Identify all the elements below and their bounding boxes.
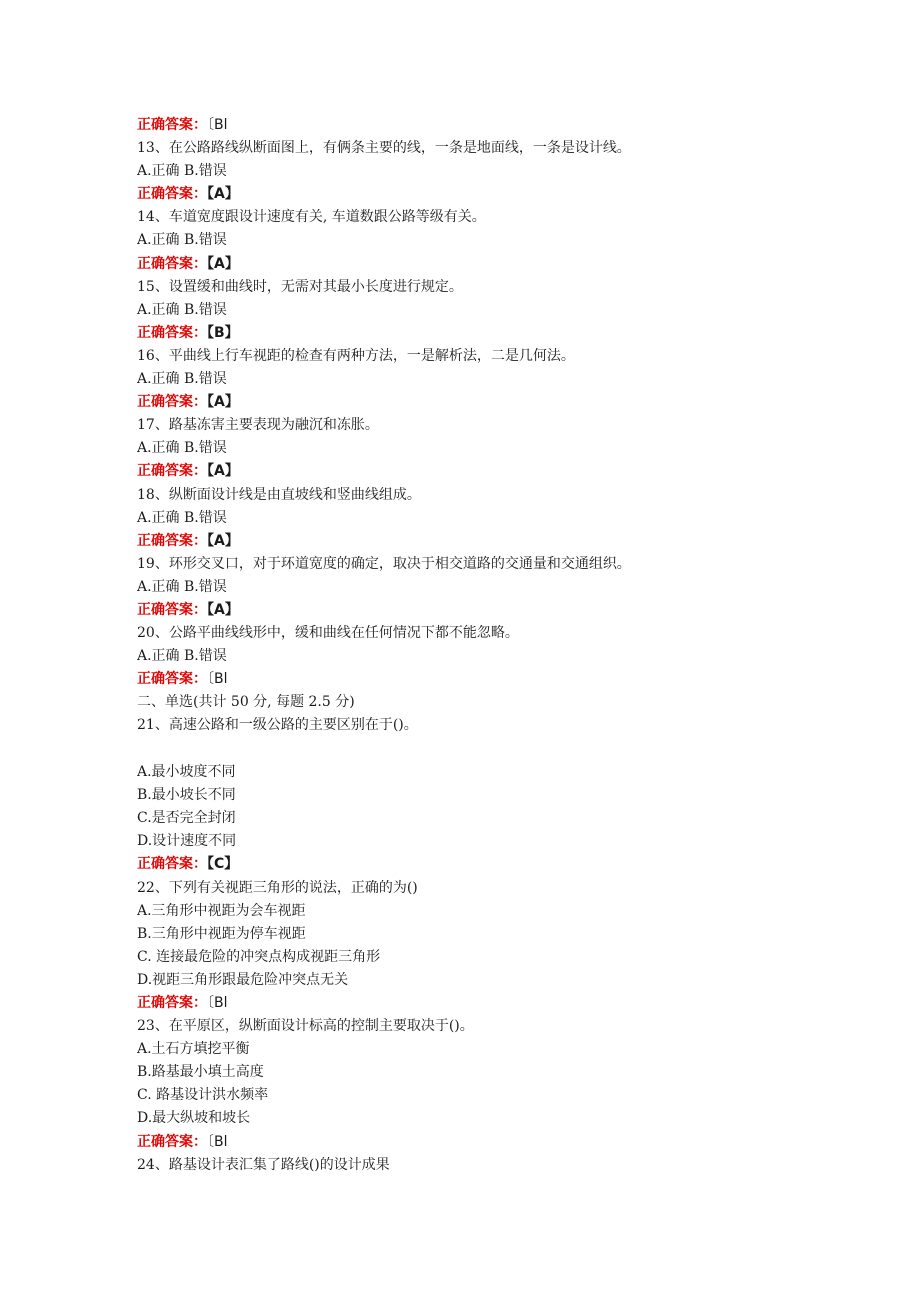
text-line: 16、平曲线上行车视距的检查有两种方法，一是解析法，二是几何法。 xyxy=(137,347,575,364)
answer-label: 正确答案： xyxy=(137,117,207,133)
answer-value: 【A】 xyxy=(207,394,239,411)
answer-line xyxy=(137,391,837,414)
answer-value: 【A】 xyxy=(207,532,239,549)
text-line: 二、单选(共计 50 分, 每题 2.5 分) xyxy=(137,694,355,711)
text-line: A.正确 B.错误 xyxy=(137,371,227,388)
answer-line xyxy=(137,114,837,137)
answer-line xyxy=(137,668,837,691)
answer-label: 正确答案： xyxy=(137,532,207,549)
answer-line xyxy=(137,183,837,206)
text-line: A.最小坡度不同 xyxy=(137,764,236,781)
text-line: A.正确 B.错误 xyxy=(137,578,227,595)
answer-value: 【A】 xyxy=(207,601,239,618)
text-line: C. 连接最危险的冲突点构成视距三角形 xyxy=(137,948,381,965)
answer-line xyxy=(137,1131,837,1154)
answer-line xyxy=(137,460,837,483)
text-line: A.正确 B.错误 xyxy=(137,163,227,180)
answer-value: 【B】 xyxy=(207,324,239,341)
blank-line xyxy=(137,738,837,762)
text-line: D.最大纵坡和坡长 xyxy=(137,1110,251,1127)
text-line: 14、车道宽度跟设计速度有关, 车道数跟公路等级有关。 xyxy=(137,209,486,226)
answer-value: 【A】 xyxy=(207,255,239,272)
answer-label: 正确答案： xyxy=(137,463,207,480)
answer-value: 【C】 xyxy=(207,856,239,873)
answer-label: 正确答案： xyxy=(137,324,207,341)
text-line: A.正确 B.错误 xyxy=(137,301,227,318)
answer-label: 正确答案： xyxy=(137,856,207,873)
text-line: 19、环形交叉口，对于环道宽度的确定，取决于相交道路的交通量和交通组织。 xyxy=(137,555,631,572)
answer-label: 正确答案： xyxy=(137,394,207,411)
answer-line xyxy=(137,530,837,553)
text-line: A.正确 B.错误 xyxy=(137,232,227,249)
answer-value: 【A】 xyxy=(207,463,239,480)
answer-label: 正确答案： xyxy=(137,994,207,1011)
answer-label: 正确答案： xyxy=(137,186,207,203)
question-list xyxy=(137,114,837,1177)
answer-label: 正确答案： xyxy=(137,601,207,618)
answer-value: 〔Bl xyxy=(207,1133,228,1150)
text-line: C. 路基设计洪水频率 xyxy=(137,1087,269,1104)
text-line: A.三角形中视距为会车视距 xyxy=(137,902,306,919)
text-line: 23、在平原区，纵断面设计标高的控制主要取决于()。 xyxy=(137,1018,474,1035)
text-line: 13、在公路路线纵断面图上，有俩条主要的线，一条是地面线，一条是设计线。 xyxy=(137,140,631,157)
text-line: A.正确 B.错误 xyxy=(137,648,227,665)
text-line: 20、公路平曲线线形中，缓和曲线在任何情况下都不能忽略。 xyxy=(137,625,519,642)
answer-value: 【A】 xyxy=(207,186,239,203)
answer-line xyxy=(137,253,837,276)
text-line: C.是否完全封闭 xyxy=(137,810,236,827)
answer-line xyxy=(137,322,837,345)
answer-value: 〔Bl xyxy=(207,994,228,1011)
text-line: 18、纵断面设计线是由直坡线和竖曲线组成。 xyxy=(137,486,421,503)
answer-label: 正确答案： xyxy=(137,255,207,272)
answer-line xyxy=(137,599,837,622)
answer-value: 〔Bl xyxy=(207,671,228,688)
answer-line xyxy=(137,992,837,1015)
answer-value: 〔Bl xyxy=(207,117,228,133)
answer-label: 正确答案： xyxy=(137,671,207,688)
text-line: B.三角形中视距为停车视距 xyxy=(137,925,306,942)
text-line: D.设计速度不同 xyxy=(137,833,237,850)
text-line: A.正确 B.错误 xyxy=(137,440,227,457)
text-line: A.土石方填挖平衡 xyxy=(137,1041,250,1058)
text-line: 17、路基冻害主要表现为融沉和冻胀。 xyxy=(137,417,379,434)
text-line: 22、下列有关视距三角形的说法，正确的为() xyxy=(137,879,418,896)
text-line: B.路基最小填土高度 xyxy=(137,1064,264,1081)
text-line: A.正确 B.错误 xyxy=(137,509,227,526)
answer-line xyxy=(137,853,837,876)
text-line: B.最小坡长不同 xyxy=(137,787,236,804)
text-line: 21、高速公路和一级公路的主要区别在于()。 xyxy=(137,717,418,734)
text-line: 24、路基设计表汇集了路线()的设计成果 xyxy=(137,1156,390,1173)
answer-label: 正确答案： xyxy=(137,1133,207,1150)
text-line: D.视距三角形跟最危险冲突点无关 xyxy=(137,971,349,988)
text-line: 15、设置缓和曲线时，无需对其最小长度进行规定。 xyxy=(137,278,463,295)
